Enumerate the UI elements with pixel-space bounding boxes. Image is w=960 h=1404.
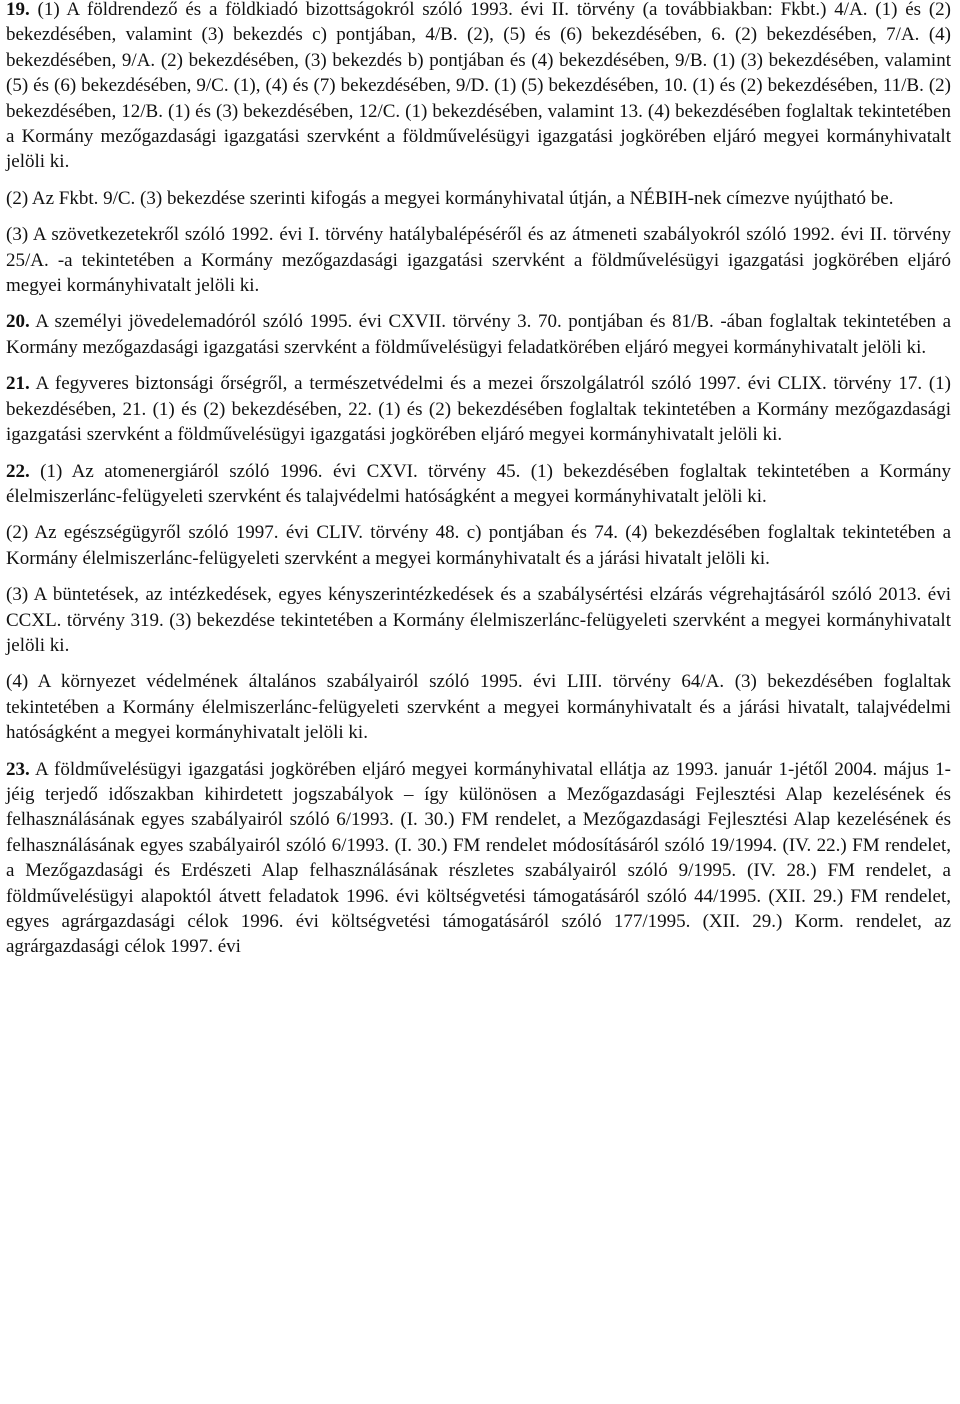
paragraph-text: A személyi jövedelemadóról szóló 1995. évi CXVII. törvény 3. 70. pontjában és 81/B. -ában foglaltak tekintetében a Kormány mezőgazdasági igazgatási szervként a földművelésügyi feladatkörében eljáró megyei kormányhivatalt jelöli ki. — [6, 311, 952, 358]
paragraph-text: A földművelésügyi igazgatási jogkörében eljáró megyei kormányhivatal ellátja az 1993. január 1-jétől 2004. május 1-jéig terjedő időszakban kihirdetett jogszabályok – így különösen a Mezőgazdasági Fejlesztési Alap kezelésének és felhasználásának egyes szabályairól szóló 6/1993. (I. 30.) FM rendelet, a Mezőgazdasági Fejlesztési Alap kezelésének és felhasználásának egyes szabályairól szóló 6/1993. (I. 30.) FM rendelet módosításáról szóló 19/1994. (IV. 22.) FM rendelet, a Mezőgazdasági és Erdészeti Alap felhasználásának részletes szabályairól szóló 9/1995. (IV. 28.) FM rendelet, a földművelésügyi alapoktól átvett feladatok 1996. évi költségvetési támogatásáról szóló 44/1995. (XII. 29.) FM rendelet, egyes agrárgazdasági célok 1996. évi költségvetési támogatásáról szóló 177/1995. (XII. 29.) Korm. rendelet, az agrárgazdasági célok 1997. évi — [6, 758, 952, 958]
paragraph-19-2 — [6, 186, 951, 211]
section-number: 22. — [6, 460, 30, 482]
section-number: 19. — [6, 0, 30, 20]
section-number: 23. — [6, 758, 30, 780]
paragraph-22-1 — [6, 459, 951, 510]
paragraph-19-3 — [6, 222, 951, 298]
section-number: 20. — [6, 311, 30, 333]
paragraph-text: (1) Az atomenergiáról szóló 1996. évi CXVI. törvény 45. (1) bekezdésében foglaltak tekintetében a Kormány élelmiszerlánc-felügyeleti szervként és talajvédelmi hatóságként a megyei kormányhivatalt jelöli ki. — [6, 460, 952, 507]
paragraph-20 — [6, 309, 951, 360]
paragraph-22-2 — [6, 520, 951, 571]
paragraph-text: (3) A szövetkezetekről szóló 1992. évi I. törvény hatálybalépéséről és az átmeneti szabályokról szóló 1992. évi II. törvény 25/A. -a tekintetében a Kormány mezőgazdasági igazgatási szervként a földművelésügyi igazgatási jogkörében eljáró megyei kormányhivatalt jelöli ki. — [6, 224, 951, 297]
paragraph-text: (3) A büntetések, az intézkedések, egyes kényszerintézkedések és a szabálysértési elzárás végrehajtásáról szóló 2013. évi CCXL. törvény 319. (3) bekezdése tekintetében a Kormány élelmiszerlánc-felügyeleti szervként a megyei kormányhivatalt jelöli ki. — [6, 584, 951, 656]
paragraph-text: (4) A környezet védelmének általános szabályairól szóló 1995. évi LIII. törvény 64/A. (3) bekezdésében foglaltak tekintetében a Kormány élelmiszerlánc-felügyeleti szervként a megyei kormányhivatalt és a járási hivatalt, talajvédelmi hatóságként a megyei kormányhivatalt jelöli ki. — [6, 671, 951, 744]
paragraph-text: A fegyveres biztonsági őrségről, a természetvédelmi és a mezei őrszolgálatról szóló 1997. évi CLIX. törvény 17. (1) bekezdésében, 21. (1) és (2) bekezdésében, 22. (1) és (2) bekezdésében foglaltak tekintetében a Kormány mezőgazdasági igazgatási szervként a földművelésügyi igazgatási jogkörében eljáró megyei kormányhivatalt jelöli ki. — [6, 373, 952, 446]
paragraph-21 — [6, 371, 951, 447]
section-number: 21. — [6, 373, 30, 395]
paragraph-23 — [6, 757, 951, 960]
paragraph-22-3 — [6, 582, 951, 658]
paragraph-text: (2) Az Fkbt. 9/C. (3) bekezdése szerinti kifogás a megyei kormányhivatal útján, a NÉBIH-nek címezve nyújtható be. — [6, 187, 894, 209]
paragraph-22-4 — [6, 669, 951, 745]
paragraph-text: (2) Az egészségügyről szóló 1997. évi CLIV. törvény 48. c) pontjában és 74. (4) bekezdésében foglaltak tekintetében a Kormány élelmiszerlánc-felügyeleti szervként a megyei kormányhivatalt és a járási hivatalt jelöli ki. — [6, 522, 951, 569]
paragraph-19-1 — [6, 0, 951, 175]
paragraph-text: (1) A földrendező és a földkiadó bizottságokról szóló 1993. évi II. törvény (a továbbiakban: Fkbt.) 4/A. (1) és (2) bekezdésében, valamint (3) bekezdés c) pontjában, 4/B. (2), (5) és (6) bekezdésében, 6. (2) bekezdésében, 7/A. (4) bekezdésében, 9/A. (2) bekezdésében, (3) bekezdés b) pontjában és (4) bekezdésében, 9/B. (1) (3) bekezdésében, valamint (5) és (6) bekezdésében, 9/C. (1), (4) és (7) bekezdésében, 9/D. (1) (5) bekezdésében, 10. (1) és (2) bekezdésében, 11/B. (2) bekezdésében, 12/B. (1) és (3) bekezdésében, 12/C. (1) bekezdésében, valamint 13. (4) bekezdésében foglaltak tekintetében a Kormány mezőgazdasági igazgatási szervként a földművelésügyi igazgatási jogkörében eljáró megyei kormányhivatalt jelöli ki. — [6, 0, 951, 173]
